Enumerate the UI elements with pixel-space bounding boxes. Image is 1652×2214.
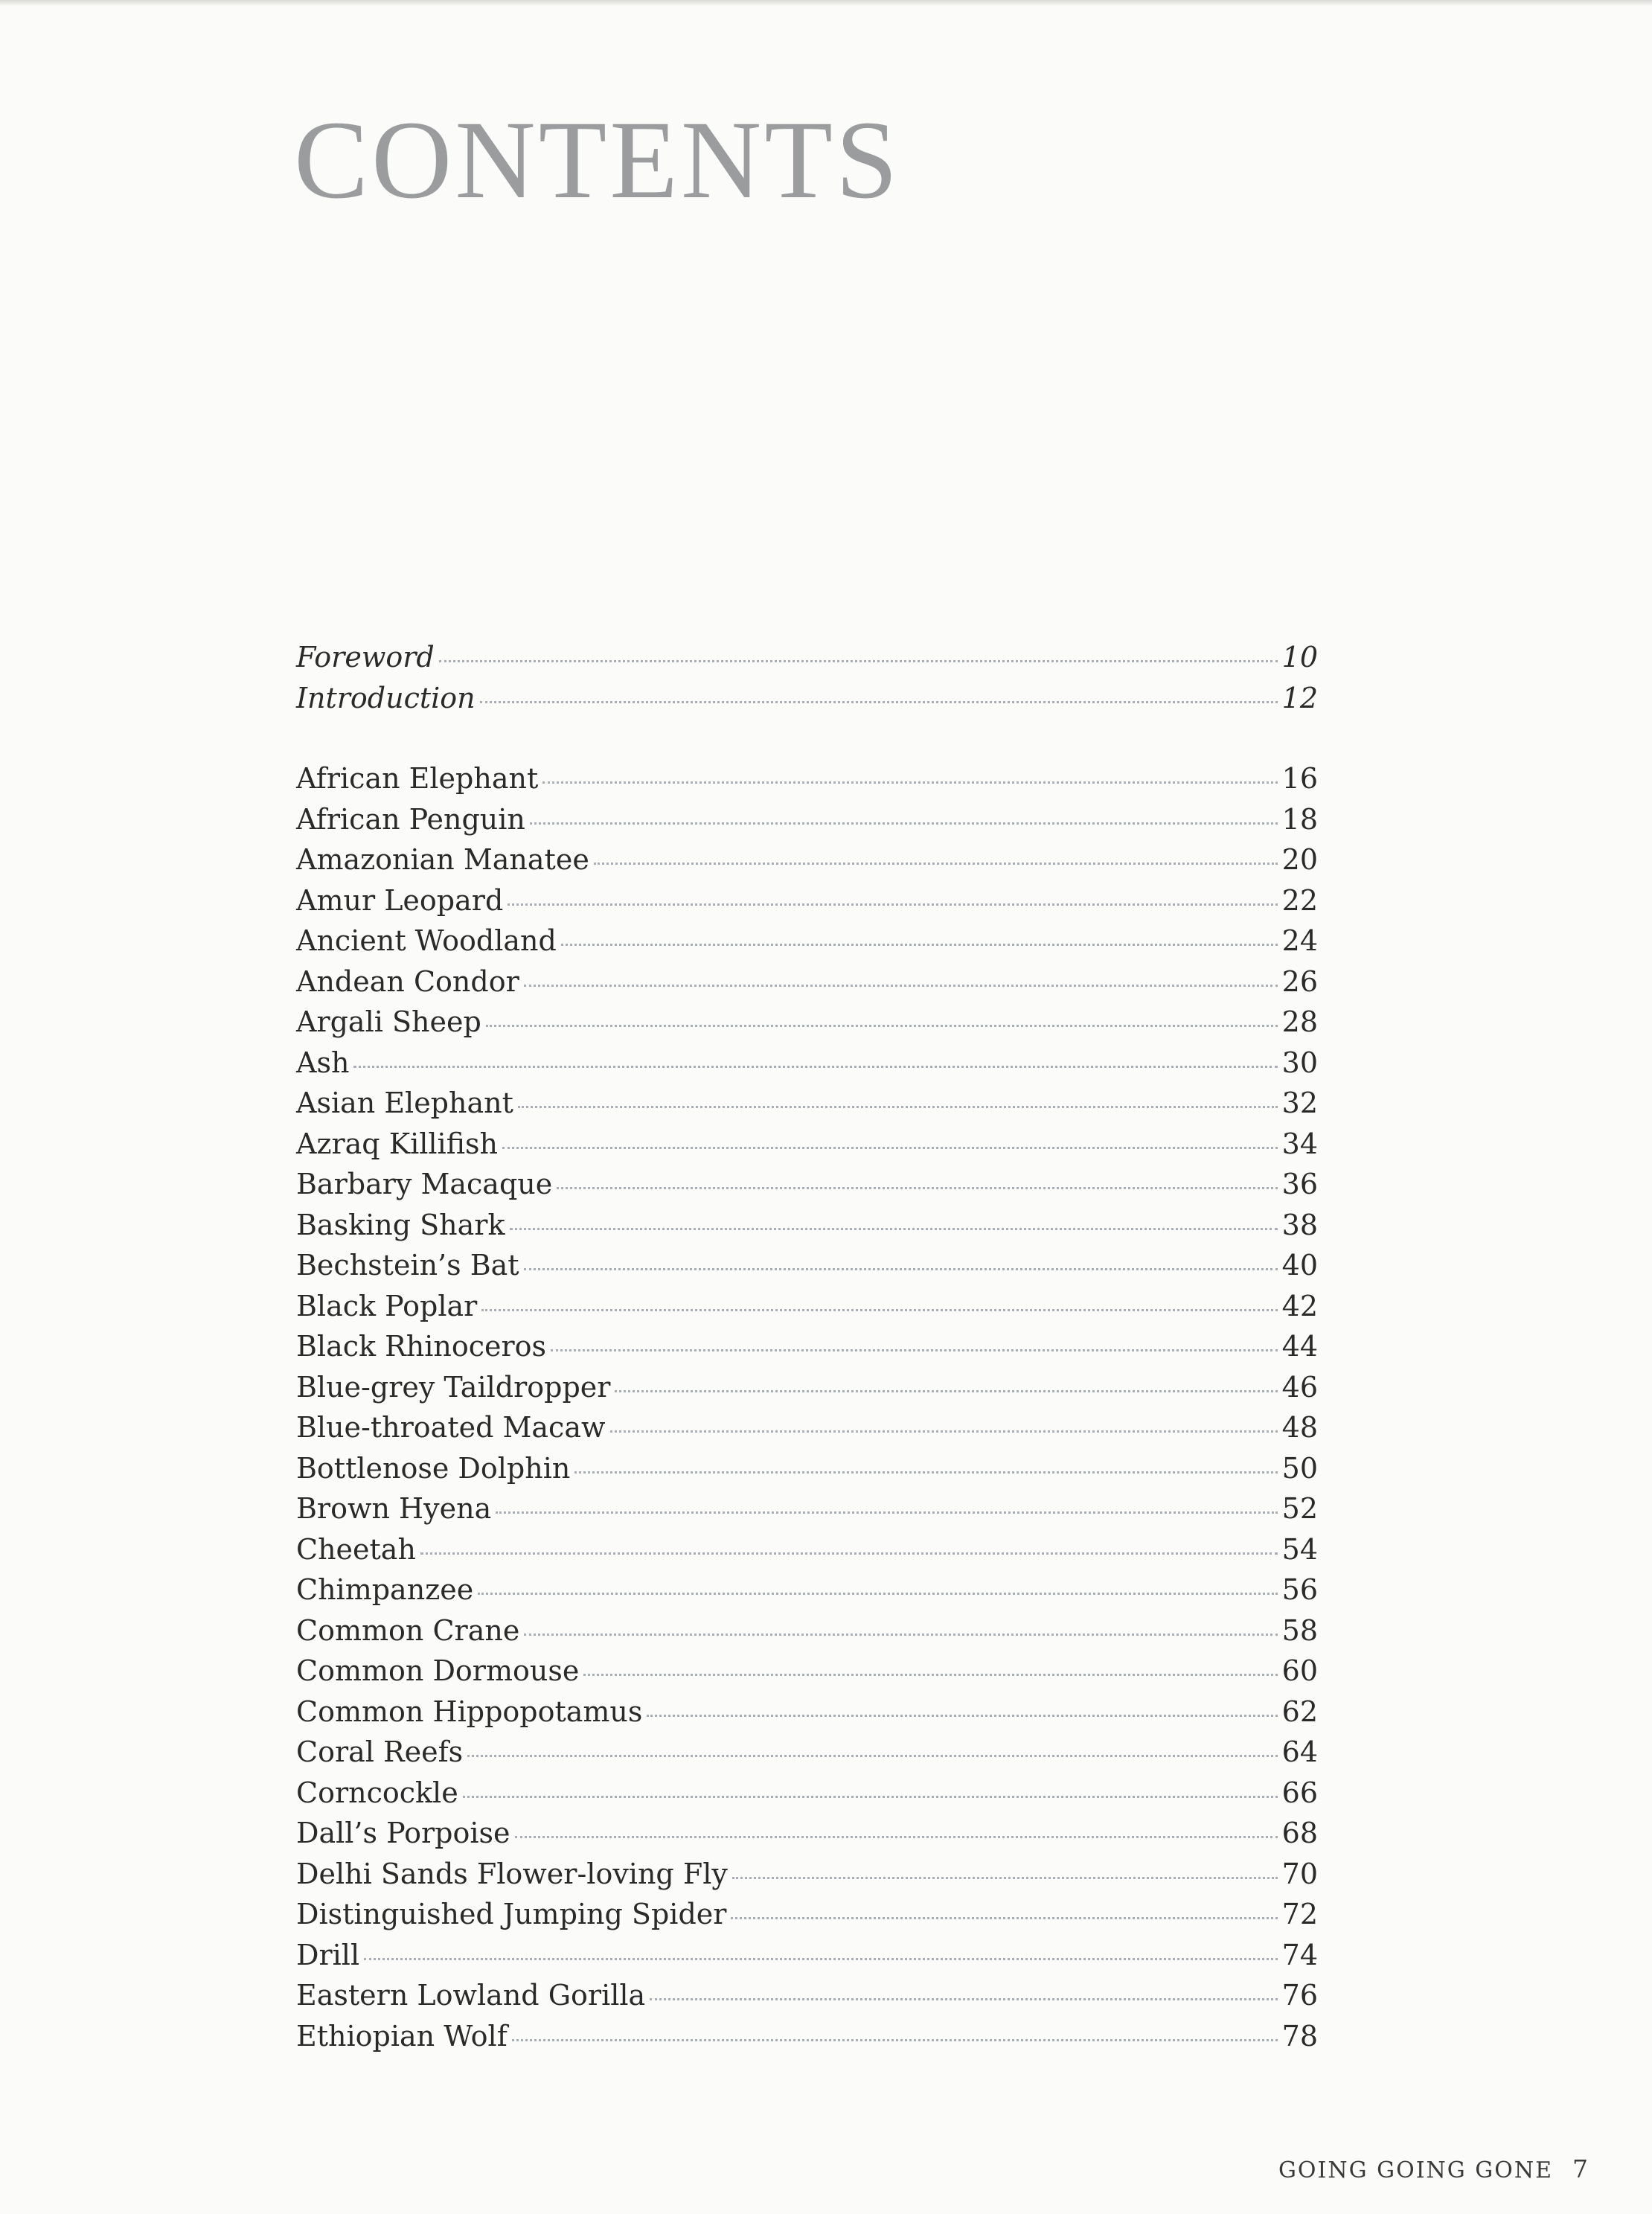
toc-entry[interactable] [296,1043,1318,1084]
toc-entry-title: Eastern Lowland Gorilla [296,1979,646,2012]
page-title: CONTENTS [294,98,901,222]
dot-leader [496,1511,1277,1514]
toc-entry-page: 44 [1281,1330,1318,1363]
toc-entry-title: Amur Leopard [296,883,504,917]
toc-entry-page: 54 [1281,1532,1318,1566]
toc-entry[interactable] [296,1773,1318,1814]
toc-entry-title: Basking Shark [296,1208,505,1241]
toc-entry-page: 56 [1281,1573,1318,1606]
toc-entry-page: 52 [1281,1492,1318,1525]
toc-entry-page: 32 [1281,1087,1318,1119]
toc-entry-title: Drill [296,1938,360,1971]
toc-entry[interactable] [296,1610,1318,1651]
toc-entry-title: Dall’s Porpoise [296,1817,510,1849]
toc-entry[interactable] [296,758,1318,799]
dot-leader [480,701,1278,703]
toc-entry-title: African Elephant [296,762,539,795]
toc-entry-page: 68 [1281,1817,1318,1849]
dot-leader [512,2039,1278,2041]
toc-entry-page: 48 [1281,1411,1318,1444]
toc-entry-page: 42 [1281,1289,1318,1322]
toc-entry-title: African Penguin [296,802,525,836]
toc-entry-page: 26 [1281,964,1318,998]
toc-entry-title: Bottlenose Dolphin [296,1451,571,1485]
dot-leader [615,1390,1277,1392]
toc-entry[interactable] [296,1732,1318,1773]
toc-entry-page: 46 [1281,1370,1318,1404]
dot-leader [508,903,1277,906]
dot-leader [463,1796,1278,1798]
toc-entry[interactable] [296,1448,1318,1489]
toc-entry[interactable] [296,1529,1318,1570]
toc-entry[interactable] [296,1975,1318,2016]
dot-leader [530,822,1278,825]
page-number: 7 [1572,2154,1588,2183]
toc-entry[interactable] [296,1570,1318,1610]
toc-entry-page: 58 [1281,1613,1318,1647]
toc-entry[interactable] [296,839,1318,880]
toc-entry-page: 62 [1281,1695,1318,1728]
toc-entry[interactable] [296,1367,1318,1408]
toc-entry-title: Distinguished Jumping Spider [296,1898,727,1930]
dot-leader [557,1187,1277,1189]
toc-entry[interactable] [296,1124,1318,1165]
toc-entry-title: Introduction [296,681,476,714]
toc-entry[interactable] [296,1651,1318,1692]
toc-entry-page: 78 [1281,2019,1318,2053]
toc-entry-title: Common Crane [296,1613,520,1647]
dot-leader [518,1106,1278,1108]
dot-leader [524,985,1278,987]
toc-entry[interactable] [296,1286,1318,1327]
dot-leader [515,1836,1278,1838]
toc-entry-title: Chimpanzee [296,1573,474,1606]
dot-leader [439,660,1278,662]
toc-entry-page: 34 [1281,1127,1318,1160]
dot-leader [467,1755,1277,1757]
toc-entry-title: Delhi Sands Flower-loving Fly [296,1857,728,1890]
dot-leader [732,1877,1278,1879]
toc-entry[interactable] [296,962,1318,1002]
toc-entry-page: 50 [1281,1451,1318,1485]
toc-entry[interactable] [296,880,1318,921]
toc-entry-page: 72 [1281,1898,1318,1930]
toc-entry-page: 40 [1281,1249,1318,1282]
dot-leader [647,1715,1277,1717]
dot-leader [481,1309,1277,1311]
toc-entry-title: Ash [296,1046,350,1079]
toc-entry-title: Common Hippopotamus [296,1695,643,1728]
toc-entry-page: 64 [1281,1735,1318,1768]
toc-entry[interactable] [296,1164,1318,1205]
table-of-contents [296,637,1318,2056]
toc-entry-page: 74 [1281,1938,1318,1971]
toc-entry-page: 38 [1281,1208,1318,1241]
toc-entry[interactable] [296,1326,1318,1367]
toc-entry-title: Coral Reefs [296,1735,464,1768]
toc-entry[interactable] [296,1692,1318,1733]
toc-entry-title: Amazonian Manatee [296,843,589,876]
dot-leader [583,1674,1277,1676]
toc-entry[interactable] [296,1002,1318,1043]
toc-entry-page: 24 [1281,924,1318,957]
dot-leader [510,1228,1278,1230]
toc-entry-title: Corncockle [296,1776,458,1809]
toc-entry-page: 66 [1281,1776,1318,1809]
dot-leader [574,1471,1277,1474]
toc-entry-title: Blue-grey Taildropper [296,1370,611,1404]
dot-leader [650,1998,1277,2000]
front-matter-list [296,637,1318,718]
toc-entry-title: Blue-throated Macaw [296,1411,606,1444]
toc-entry[interactable] [296,678,1318,719]
toc-entry-title: Common Dormouse [296,1654,580,1687]
toc-entry-page: 16 [1281,762,1318,795]
dot-leader [524,1634,1277,1636]
toc-entry[interactable] [296,1083,1318,1124]
toc-entry[interactable] [296,799,1318,840]
dot-leader [478,1593,1277,1595]
toc-entry-page: 22 [1281,883,1318,917]
toc-entry[interactable] [296,2016,1318,2057]
toc-entry-title: Brown Hyena [296,1492,492,1525]
toc-entry[interactable] [296,1488,1318,1529]
toc-entry-title: Black Rhinoceros [296,1330,547,1363]
chapter-list [296,758,1318,2056]
toc-entry-title: Argali Sheep [296,1005,481,1038]
toc-entry-title: Black Poplar [296,1289,478,1322]
toc-entry-title: Asian Elephant [296,1087,513,1119]
toc-entry-page: 10 [1281,641,1318,674]
toc-entry-page: 20 [1281,843,1318,876]
toc-entry[interactable] [296,921,1318,962]
dot-leader [594,863,1278,865]
toc-entry-title: Barbary Macaque [296,1168,553,1200]
toc-entry-page: 36 [1281,1168,1318,1200]
toc-entry-page: 28 [1281,1005,1318,1038]
toc-entry[interactable] [296,1935,1318,1976]
dot-leader [486,1025,1278,1027]
running-head: GOING GOING GONE [1278,2157,1553,2183]
toc-entry[interactable] [296,1205,1318,1246]
toc-entry[interactable] [296,1894,1318,1935]
dot-leader [731,1917,1277,1919]
dot-leader [353,1066,1277,1068]
dot-leader [542,781,1277,784]
page-top-edge [0,0,1652,6]
toc-entry-page: 70 [1281,1857,1318,1890]
running-footer [1278,2154,1588,2183]
dot-leader [420,1552,1278,1555]
toc-entry[interactable] [296,637,1318,678]
toc-entry-title: Andean Condor [296,964,519,998]
toc-entry-page: 18 [1281,802,1318,836]
toc-entry-page: 76 [1281,1979,1318,2012]
toc-entry-page: 30 [1281,1046,1318,1079]
toc-entry-title: Foreword [296,641,435,674]
dot-leader [364,1958,1278,1960]
toc-entry-title: Bechstein’s Bat [296,1249,519,1282]
dot-leader [524,1268,1278,1270]
toc-entry-title: Ethiopian Wolf [296,2019,508,2053]
dot-leader [610,1430,1278,1433]
toc-entry-page: 60 [1281,1654,1318,1687]
toc-entry[interactable] [296,1245,1318,1286]
toc-entry[interactable] [296,1407,1318,1448]
dot-leader [561,944,1278,946]
toc-entry-title: Cheetah [296,1532,416,1566]
toc-entry-page: 12 [1281,681,1318,714]
dot-leader [502,1147,1278,1149]
toc-entry-title: Ancient Woodland [296,924,557,957]
toc-entry-title: Azraq Killifish [296,1127,499,1160]
dot-leader [551,1349,1278,1351]
toc-entry[interactable] [296,1813,1318,1854]
toc-entry[interactable] [296,1854,1318,1895]
